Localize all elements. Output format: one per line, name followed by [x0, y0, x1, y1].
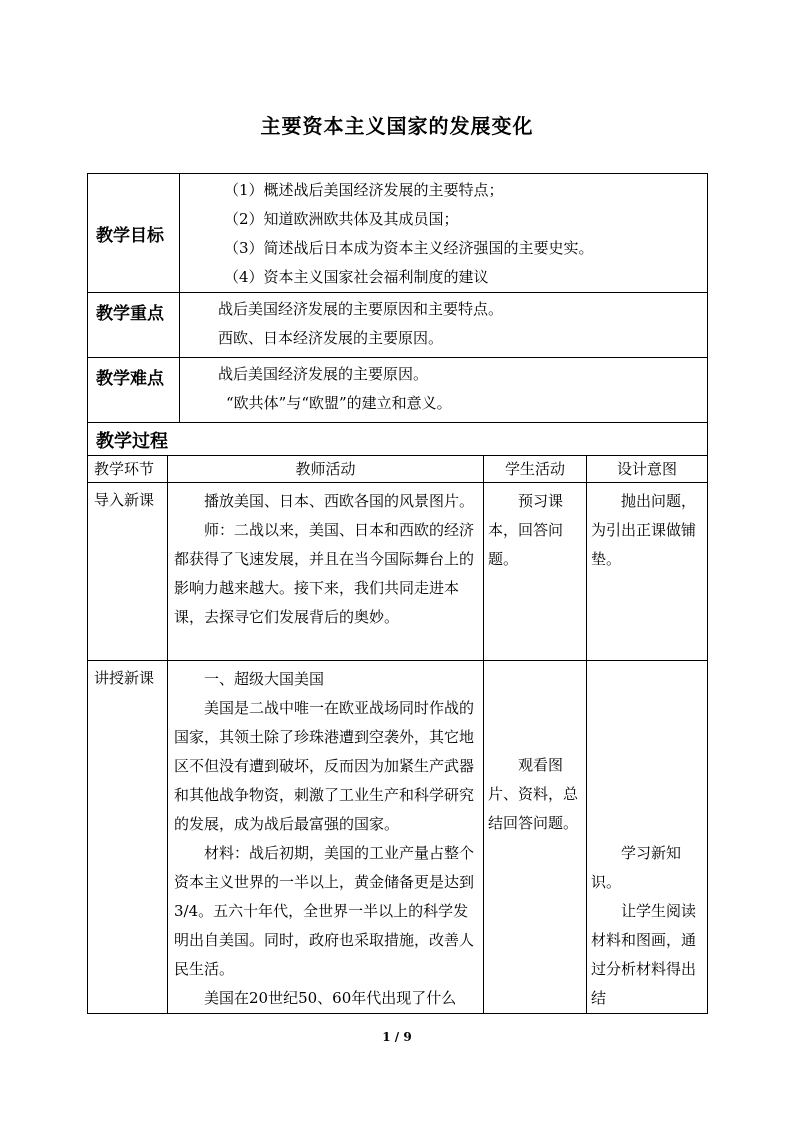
key-points-content — [180, 293, 708, 358]
stage-cell: 导入新课 — [88, 483, 168, 661]
difficulty-item: “欧共体”与“欧盟”的建立和意义。 — [226, 394, 452, 412]
goal-item: （1）概述战后美国经济发展的主要特点； — [224, 181, 504, 199]
intent-paragraph: 让学生阅读材料和图画，通过分析材料得出结 — [591, 902, 697, 1007]
difficulties-row — [88, 358, 708, 423]
intent-paragraph: 学习新知识。 — [591, 844, 682, 891]
teacher-activity-cell — [168, 661, 484, 1014]
lesson-plan-table — [87, 173, 708, 1014]
teacher-activity-cell — [168, 483, 484, 661]
column-header: 教学环节 — [88, 456, 168, 483]
process-row — [88, 423, 708, 456]
teacher-paragraph: 一、超级大国美国 — [204, 670, 325, 688]
goal-item: （2）知道欧洲欧共体及其成员国； — [224, 210, 459, 228]
goals-content — [180, 174, 708, 293]
key-points-row — [88, 293, 708, 358]
goals-row — [88, 174, 708, 293]
goal-item: （4）资本主义国家社会福利制度的建议 — [224, 268, 489, 286]
page-number: 1 / 9 — [382, 1030, 412, 1044]
teacher-paragraph: 师：二战以来，美国、日本和西欧的经济都获得了飞速发展，并且在当今国际舞台上的影响力越来越大。接下来，我们共同走进本课，去探寻它们发展背后的奥妙。 — [174, 521, 475, 626]
design-intent-cell — [587, 483, 708, 661]
difficulties-content — [180, 358, 708, 423]
column-header-row — [88, 456, 708, 483]
key-point-item: 西欧、日本经济发展的主要原因。 — [218, 329, 444, 347]
stage-cell: 讲授新课 — [88, 661, 168, 1014]
key-point-item: 战后美国经济发展的主要原因和主要特点。 — [218, 300, 504, 318]
goals-label: 教学目标 — [88, 174, 180, 293]
student-activity-cell — [484, 661, 587, 1014]
difficulties-label: 教学难点 — [88, 358, 180, 423]
process-label: 教学过程 — [88, 423, 708, 456]
teacher-paragraph: 材料：战后初期，美国的工业产量占整个资本主义世界的一半以上，黄金储备更是达到3/4。五六十年代，全世界一半以上的科学发明出自美国。同时，政府也采取措施，改善人民生活。 — [174, 844, 475, 978]
goal-item: （3）简述战后日本成为资本主义经济强国的主要史实。 — [224, 239, 594, 257]
teacher-paragraph: 美国是二战中唯一在欧亚战场同时作战的国家，其领土除了珍珠港遭到空袭外，其它地区不但没有遭到破坏，反而因为加紧生产武器和其他战争物资，刺激了工业生产和科学研究的发展，成为战后最富强的国家。 — [174, 699, 475, 833]
column-header: 设计意图 — [587, 456, 708, 483]
column-header: 学生活动 — [484, 456, 587, 483]
column-header: 教师活动 — [168, 456, 484, 483]
student-paragraph: 观看图片、资料，总结回答问题。 — [488, 756, 579, 832]
table-row — [88, 483, 708, 661]
key-points-label: 教学重点 — [88, 293, 180, 358]
teacher-paragraph: 美国在20世纪50、60年代出现了什么 — [204, 989, 457, 1007]
design-intent-cell — [587, 661, 708, 1014]
teacher-paragraph: 播放美国、日本、西欧各国的风景图片。 — [204, 492, 475, 510]
intent-paragraph: 抛出问题，为引出正课做铺垫。 — [591, 492, 697, 568]
student-paragraph: 预习课本，回答问题。 — [488, 492, 564, 568]
table-row — [88, 661, 708, 1014]
student-activity-cell — [484, 483, 587, 661]
document-title: 主要资本主义国家的发展变化 — [260, 114, 534, 138]
difficulty-item: 战后美国经济发展的主要原因。 — [218, 365, 429, 383]
